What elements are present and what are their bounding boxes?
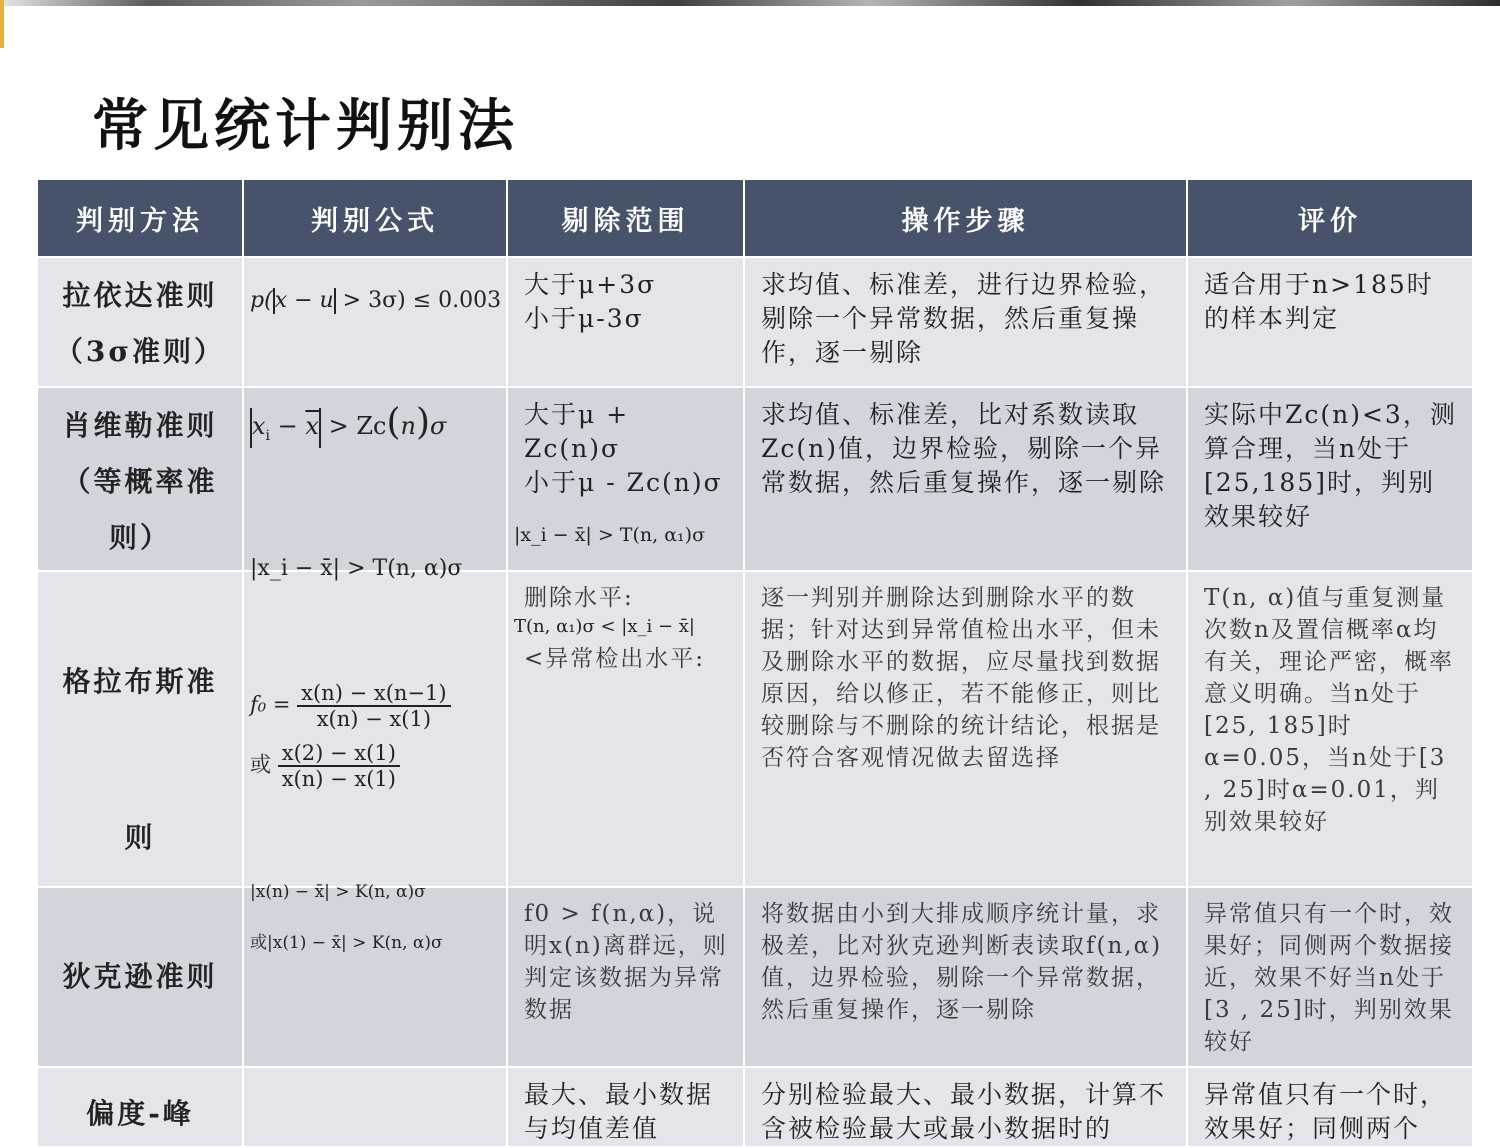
header-range: 剔除范围 <box>507 179 744 257</box>
evaluation-text: 异常值只有一个时，效果好；同侧两个 <box>1204 1080 1448 1143</box>
steps-text: 将数据由小到大排成顺序统计量，求极差，比对狄克逊判断表读取f(n,α)值，边界检验，剔除一个异常数据，然后重复操作，逐一剔除 <box>761 901 1163 1023</box>
formula-dixon-lower: 或|x(1) − x̄| > K(n, α)σ <box>250 933 443 953</box>
steps-cell <box>744 887 1187 1067</box>
top-decorative-strip <box>0 0 1500 6</box>
page-title: 常见统计判别法 <box>92 93 519 159</box>
range-text: 大于μ + Zc(n)σ 小于μ - Zc(n)σ <box>524 400 723 497</box>
method-cell <box>37 387 243 571</box>
steps-cell <box>744 387 1187 571</box>
table-row <box>37 571 1473 887</box>
header-method: 判别方法 <box>37 179 243 257</box>
table-row <box>37 1067 1473 1147</box>
range-cell <box>507 1067 744 1147</box>
range-cell <box>507 387 744 571</box>
formula-dixon-upper: |x(n) − x̄| > K(n, α)σ <box>250 882 426 902</box>
table-row <box>37 387 1473 571</box>
evaluation-text: 实际中Zc(n)<3，测算合理，当n处于[25,185]时，判别效果较好 <box>1204 400 1457 531</box>
evaluation-cell <box>1187 1067 1473 1147</box>
left-accent-bar <box>0 0 4 48</box>
evaluation-cell <box>1187 387 1473 571</box>
evaluation-text: 异常值只有一个时，效果好；同侧两个数据接近，效果不好当n处于[3 , 25]时，判别效果较好 <box>1204 901 1454 1055</box>
methods-table <box>36 178 1474 1148</box>
range-title: 删除水平: <box>524 585 634 611</box>
steps-text: 分别检验最大、最小数据，计算不含被检验最大或最小数据时的 <box>761 1080 1167 1143</box>
method-name: 肖维勒准则 （等概率准 则） <box>62 409 218 554</box>
header-steps: 操作步骤 <box>744 179 1187 257</box>
header-evaluation: 评价 <box>1187 179 1473 257</box>
formula-chauvenet: $x_i - \overline{x} > Zc(n)\sigma$ <box>244 388 506 448</box>
table-row <box>37 887 1473 1067</box>
evaluation-cell <box>1187 257 1473 387</box>
range-text: 最大、最小数据与均值差值 <box>524 1080 714 1143</box>
evaluation-cell <box>1187 571 1473 887</box>
table-header-row <box>37 179 1473 257</box>
method-name: 狄克逊准则 <box>62 960 218 993</box>
steps-text: 求均值、标准差，进行边界检验，剔除一个异常数据，然后重复操作，逐一剔除 <box>761 270 1167 367</box>
formula-cell <box>243 257 507 387</box>
formula-dixon-ratio-alt: 或 $\frac{x(2) - x(1)}{x(n) - x(1)}$ <box>244 731 506 791</box>
method-name: 拉依达准则 （3σ准则） <box>54 279 226 368</box>
table-row <box>37 257 1473 387</box>
method-name-tail: 则 <box>124 821 156 854</box>
range-text: 大于μ+3σ 小于μ-3σ <box>524 270 657 333</box>
range-text: f0 > f(n,α)，说明x(n)离群远，则判定该数据为异常数据 <box>524 901 728 1023</box>
formula-cell <box>243 556 507 887</box>
range-cell <box>507 257 744 387</box>
evaluation-cell <box>1187 887 1473 1067</box>
formula-dixon-ratio: f₀ = $\frac{x(n) - x(n-1)}{x(n) - x(1)}$ <box>244 581 506 731</box>
range-formula: T(n, α₁)σ < |x_i − x̄| <box>514 616 695 637</box>
method-cell <box>37 257 243 387</box>
method-cell <box>37 571 243 887</box>
steps-text: 求均值、标准差，比对系数读取Zc(n)值，边界检验，剔除一个异常数据，然后重复操作，逐一剔除 <box>761 400 1167 497</box>
formula-pauta: p(x − u > 3σ) ≤ 0.003 <box>250 288 502 313</box>
range-note: <异常检出水平: <box>524 646 706 672</box>
steps-cell <box>744 257 1187 387</box>
formula-cell <box>243 1067 507 1147</box>
formula-cell <box>243 882 507 1067</box>
method-name: 偏度-峰 <box>86 1097 194 1130</box>
method-name: 格拉布斯准 <box>62 665 218 698</box>
range-formula: |x_i − x̄| > T(n, α₁)σ <box>514 524 706 546</box>
steps-cell <box>744 571 1187 887</box>
range-cell <box>507 887 744 1067</box>
header-formula: 判别公式 <box>243 179 507 257</box>
steps-cell <box>744 1067 1187 1147</box>
range-cell <box>507 571 744 887</box>
evaluation-text: 适合用于n>185时的样本判定 <box>1204 270 1434 333</box>
steps-text: 逐一判别并删除达到删除水平的数据；针对达到异常值检出水平，但未及删除水平的数据，应尽量找到数据原因，给以修正，若不能修正，则比较删除与不删除的统计结论，根据是否符合客观情况做去留选择 <box>761 585 1161 771</box>
method-cell <box>37 887 243 1067</box>
formula-cell <box>243 387 507 571</box>
formula-grubbs: |x_i − x̄| > T(n, α)σ <box>250 556 463 581</box>
evaluation-text: T(n, α)值与重复测量次数n及置信概率α均有关，理论严密，概率意义明确。当n处于[25, 185]时α=0.05，当n处于[3 , 25]时α=0.01，判别效果较好 <box>1204 585 1454 835</box>
method-cell <box>37 1067 243 1147</box>
